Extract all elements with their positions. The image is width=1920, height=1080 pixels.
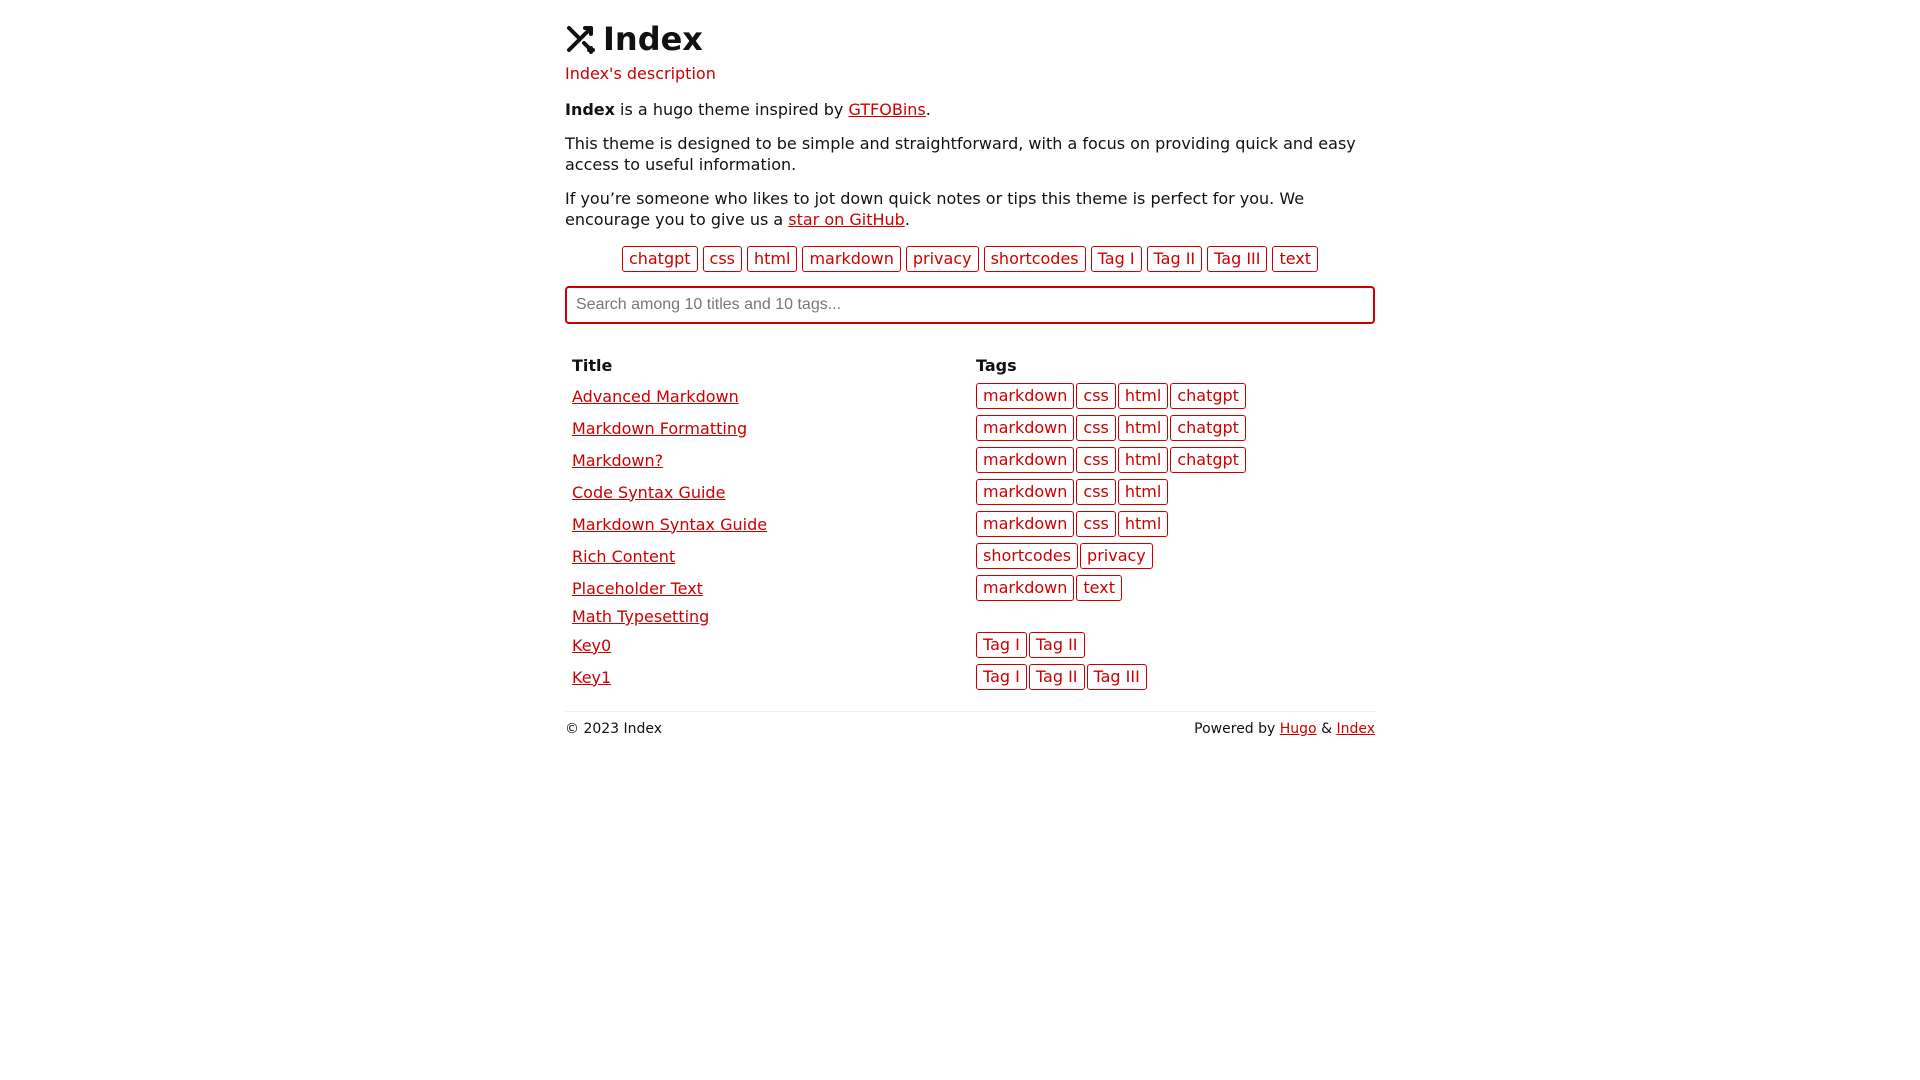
table-row — [565, 476, 1375, 508]
intro-text-1: is a hugo theme inspired by — [614, 100, 849, 119]
index-theme-link[interactable]: Index — [1336, 721, 1375, 737]
post-title-link[interactable]: Math Typesetting — [572, 607, 710, 626]
tag-filter-tag-ii[interactable]: Tag II — [1147, 246, 1203, 272]
post-tag[interactable]: markdown — [976, 575, 1074, 601]
tag-filter-tag-i[interactable]: Tag I — [1091, 246, 1142, 272]
post-tag[interactable]: Tag I — [976, 664, 1027, 690]
post-tag[interactable]: html — [1118, 511, 1168, 537]
post-tag[interactable]: Tag II — [1029, 632, 1085, 658]
table-header-row — [565, 354, 1375, 380]
table-row — [565, 444, 1375, 476]
post-tag[interactable]: css — [1076, 511, 1115, 537]
crossed-arrows-icon[interactable] — [565, 24, 595, 54]
post-tag[interactable]: Tag I — [976, 632, 1027, 658]
tags-cell — [969, 604, 1375, 629]
post-title-link[interactable]: Markdown Syntax Guide — [572, 514, 768, 534]
post-tag[interactable]: css — [1076, 447, 1115, 473]
tags-cell — [969, 661, 1375, 693]
post-title-link[interactable]: Advanced Markdown — [572, 386, 739, 406]
tags-cell — [969, 540, 1375, 572]
post-tag[interactable]: css — [1076, 383, 1115, 409]
title-cell — [565, 604, 969, 629]
post-title-link[interactable]: Key0 — [572, 635, 612, 655]
tags-cell — [969, 629, 1375, 661]
site-header — [565, 18, 1375, 60]
post-tag[interactable]: html — [1118, 447, 1168, 473]
tags-cell — [969, 444, 1375, 476]
post-tag[interactable]: chatgpt — [1170, 415, 1246, 441]
tags-cell — [969, 508, 1375, 540]
table-row — [565, 540, 1375, 572]
post-tag[interactable]: css — [1076, 415, 1115, 441]
powered-by-text: Powered by — [1194, 721, 1280, 737]
site-title-link[interactable]: Index — [603, 20, 703, 58]
footer — [565, 711, 1375, 738]
post-tag[interactable]: markdown — [976, 447, 1074, 473]
hugo-link[interactable]: Hugo — [1279, 721, 1317, 737]
table-row — [565, 508, 1375, 540]
post-title-link[interactable]: Code Syntax Guide — [572, 482, 726, 502]
post-tag[interactable]: html — [1118, 479, 1168, 505]
post-title-link[interactable]: Key1 — [572, 667, 612, 687]
post-tag[interactable]: html — [1118, 415, 1168, 441]
title-cell — [565, 476, 969, 508]
post-tag[interactable]: markdown — [976, 511, 1074, 537]
tag-filter-markdown[interactable]: markdown — [802, 246, 900, 272]
post-tag[interactable]: shortcodes — [976, 543, 1078, 569]
title-cell — [565, 380, 969, 412]
tags-cell — [969, 572, 1375, 604]
post-tag[interactable]: markdown — [976, 415, 1074, 441]
table-body — [565, 380, 1375, 693]
tag-filter-shortcodes[interactable]: shortcodes — [984, 246, 1086, 272]
intro-end-3: . — [904, 210, 910, 229]
github-star-link[interactable]: star on GitHub — [788, 210, 905, 229]
site-description: Index's description — [565, 64, 716, 83]
tag-filter-tag-iii[interactable]: Tag III — [1207, 246, 1267, 272]
title-column-header: Title — [572, 355, 613, 375]
post-title-link[interactable]: Markdown? — [572, 450, 664, 470]
post-tag[interactable]: chatgpt — [1170, 383, 1246, 409]
intro-bold-name: Index — [565, 100, 615, 119]
post-tag[interactable]: text — [1076, 575, 1122, 601]
search-input[interactable] — [565, 286, 1375, 324]
table-row — [565, 629, 1375, 661]
tags-cell — [969, 380, 1375, 412]
gtfobins-link[interactable]: GTFOBins — [848, 100, 926, 119]
post-tag[interactable]: css — [1076, 479, 1115, 505]
table-row — [565, 572, 1375, 604]
intro-paragraph-2: This theme is designed to be simple and straightforward, with a focus on providing quick and easy access to useful information. — [565, 134, 1356, 174]
page — [565, 18, 1375, 738]
post-tag[interactable]: Tag III — [1087, 664, 1147, 690]
title-cell — [565, 508, 969, 540]
table-row — [565, 412, 1375, 444]
title-cell — [565, 661, 969, 693]
title-cell — [565, 572, 969, 604]
title-cell — [565, 412, 969, 444]
intro-text-3: If you’re someone who likes to jot down quick notes or tips this theme is perfect for you. We encourage you to give us a — [565, 189, 1305, 229]
title-cell — [565, 540, 969, 572]
intro-paragraph-1 — [565, 99, 1375, 120]
post-tag[interactable]: chatgpt — [1170, 447, 1246, 473]
intro-end-1: . — [925, 100, 931, 119]
table-row — [565, 604, 1375, 629]
intro-paragraph-3 — [565, 188, 1375, 230]
powered-by — [1194, 720, 1375, 738]
title-cell — [565, 629, 969, 661]
post-tag[interactable]: markdown — [976, 383, 1074, 409]
table-row — [565, 661, 1375, 693]
post-tag[interactable]: Tag II — [1029, 664, 1085, 690]
tags-cell — [969, 476, 1375, 508]
copyright: © 2023 Index — [565, 721, 663, 737]
tag-filter-text[interactable]: text — [1272, 246, 1318, 272]
table-row — [565, 380, 1375, 412]
tags-column-header: Tags — [976, 355, 1017, 375]
post-tag[interactable]: html — [1118, 383, 1168, 409]
tag-filter-privacy[interactable]: privacy — [906, 246, 979, 272]
title-cell — [565, 444, 969, 476]
post-title-link[interactable]: Rich Content — [572, 546, 676, 566]
post-tag[interactable]: privacy — [1080, 543, 1153, 569]
post-title-link[interactable]: Placeholder Text — [572, 578, 703, 598]
tag-filter-chatgpt[interactable]: chatgpt — [622, 246, 698, 272]
tag-filter-css[interactable]: css — [703, 246, 742, 272]
post-tag[interactable]: markdown — [976, 479, 1074, 505]
tags-cell — [969, 412, 1375, 444]
post-title-link[interactable]: Markdown Formatting — [572, 418, 748, 438]
index-table — [565, 354, 1375, 693]
tag-filter-html[interactable]: html — [747, 246, 797, 272]
ampersand: & — [1316, 721, 1337, 737]
tag-cloud — [565, 246, 1375, 272]
